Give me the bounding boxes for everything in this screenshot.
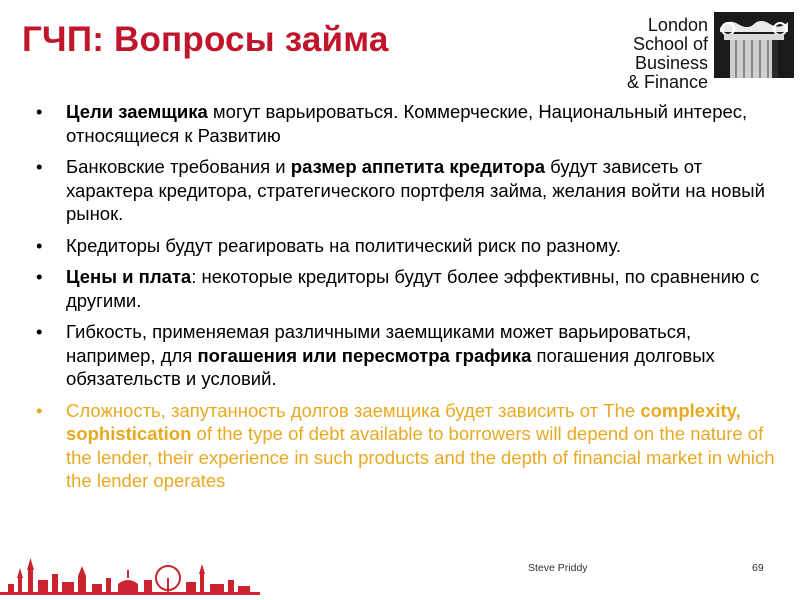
text-run: Гибкость, применяемая различными заемщиками может варьироваться, например, для xyxy=(66,321,692,366)
bullet-list-container xyxy=(36,100,781,501)
logo-line-2: School of Business xyxy=(632,34,708,73)
bold-text-run: complexity, sophistication xyxy=(66,399,741,444)
text-run: погашения долговых обязательств и условий. xyxy=(66,344,715,389)
bullet-item xyxy=(36,399,781,493)
text-run: : некоторые кредиторы будут более эффективны, по сравнению с другими. xyxy=(66,266,760,311)
text-run: Кредиторы будут реагировать на политический риск по разному. xyxy=(66,234,622,256)
text-run: будут зависеть от характера кредитора, стратегического портфеля займа, желания войти на новый рынок. xyxy=(66,156,765,224)
london-skyline-icon xyxy=(0,540,260,600)
logo-line-1: London xyxy=(647,15,708,35)
text-run: Сложность, запутанность долгов заемщика будет зависить от The xyxy=(66,399,641,421)
slide-title: ГЧП: Вопросы займа xyxy=(22,20,389,59)
bullet-item xyxy=(36,155,781,226)
bullet-item xyxy=(36,320,781,391)
logo-line-3: & Finance xyxy=(626,72,708,92)
bullet-dot-icon: • xyxy=(36,156,43,177)
footer-author: Steve Priddy xyxy=(528,562,588,574)
logo-text xyxy=(566,16,708,92)
text-run: могут варьироваться. Коммерческие, Национальный интерес, относящиеся к Развитию xyxy=(66,101,748,146)
bullet-dot-icon: • xyxy=(36,321,43,342)
text-run: of the type of debt available to borrowers will depend on the nature of the lender, their experience in such products and the depth of financial market in which the lender operates xyxy=(66,423,775,491)
bold-text-run: размер аппетита кредитора xyxy=(290,156,546,177)
bullet-dot-icon: • xyxy=(36,399,43,421)
bullet-item xyxy=(36,265,781,312)
page-number: 69 xyxy=(752,562,764,574)
bold-text-run: Цены и плата xyxy=(66,266,192,287)
text-run: Банковские требования и xyxy=(66,156,291,177)
bullet-item xyxy=(36,100,781,147)
bullet-list xyxy=(36,100,781,493)
bullet-item xyxy=(36,234,781,258)
bold-text-run: Цели заемщика xyxy=(66,101,208,122)
bullet-dot-icon: • xyxy=(36,266,43,287)
bold-text-run: погашения или пересмотра графика xyxy=(197,344,532,366)
bullet-dot-icon: • xyxy=(36,234,43,256)
school-logo xyxy=(566,12,794,92)
bullet-dot-icon: • xyxy=(36,101,43,122)
column-capital-icon xyxy=(714,12,794,78)
